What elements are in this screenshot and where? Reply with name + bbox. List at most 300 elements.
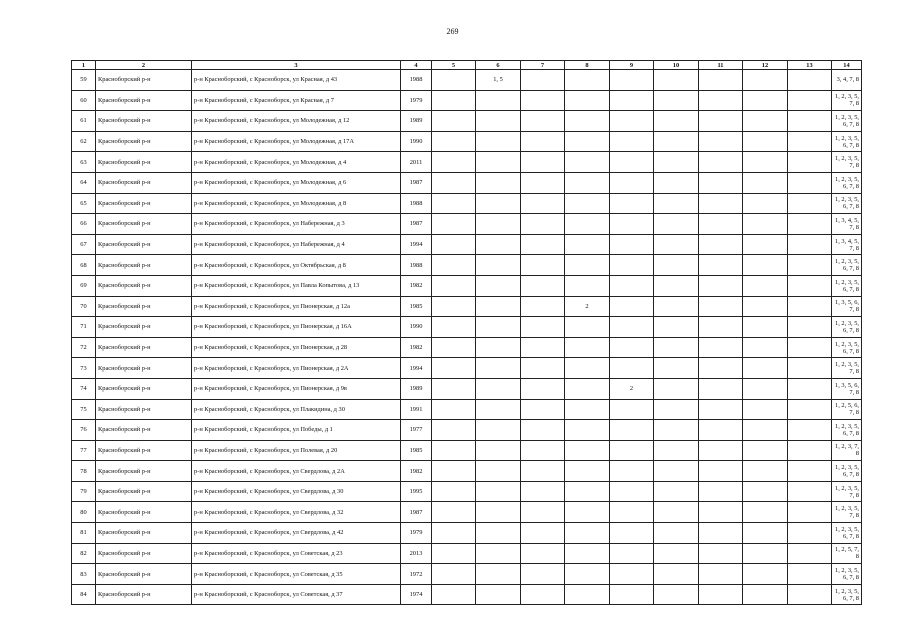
- cell-address: р-н Красноборский, с Красноборск, ул Советская, д 35: [192, 564, 401, 585]
- cell-row-number: 69: [72, 275, 96, 296]
- cell-address: р-н Красноборский, с Красноборск, ул Павла Копытова, д 13: [192, 275, 401, 296]
- cell-col-7: [521, 70, 565, 91]
- cell-col-6: [476, 131, 521, 152]
- cell-col-12: [743, 296, 788, 317]
- cell-col-12: [743, 461, 788, 482]
- cell-col-11: [699, 296, 743, 317]
- cell-col-11: [699, 523, 743, 544]
- cell-col-8: [565, 502, 610, 523]
- cell-col-13: [788, 358, 832, 379]
- cell-col-13: [788, 296, 832, 317]
- cell-col-7: [521, 564, 565, 585]
- cell-row-number: 72: [72, 337, 96, 358]
- cell-col-11: [699, 378, 743, 399]
- cell-district: Красноборский р-н: [96, 234, 192, 255]
- cell-col-11: [699, 420, 743, 441]
- cell-col-10: [654, 358, 699, 379]
- table-row: [72, 440, 862, 461]
- cell-col-5: [432, 172, 476, 193]
- cell-row-number: 70: [72, 296, 96, 317]
- cell-col-14: 1, 2, 3, 5, 6, 7, 8: [832, 523, 862, 544]
- table-row: [72, 152, 862, 173]
- cell-col-9: [610, 275, 654, 296]
- cell-col-14: 1, 2, 3, 5, 6, 7, 8: [832, 420, 862, 441]
- cell-col-8: [565, 152, 610, 173]
- cell-col-14: 1, 2, 3, 5, 7, 8: [832, 152, 862, 173]
- cell-col-8: [565, 461, 610, 482]
- cell-col-6: [476, 523, 521, 544]
- cell-year: 1994: [401, 234, 432, 255]
- cell-row-number: 64: [72, 172, 96, 193]
- table-row: [72, 111, 862, 132]
- cell-district: Красноборский р-н: [96, 564, 192, 585]
- cell-col-12: [743, 564, 788, 585]
- cell-col-11: [699, 214, 743, 235]
- cell-district: Красноборский р-н: [96, 440, 192, 461]
- cell-col-13: [788, 90, 832, 111]
- table-row: [72, 296, 862, 317]
- cell-col-13: [788, 543, 832, 564]
- cell-col-13: [788, 111, 832, 132]
- cell-col-13: [788, 523, 832, 544]
- table-row: [72, 90, 862, 111]
- cell-address: р-н Красноборский, с Красноборск, ул Набережная, д 4: [192, 234, 401, 255]
- cell-col-11: [699, 152, 743, 173]
- cell-col-9: [610, 214, 654, 235]
- column-header-1: 1: [72, 61, 96, 70]
- cell-year: 1989: [401, 378, 432, 399]
- cell-col-9: [610, 111, 654, 132]
- cell-col-14: 1, 3, 4, 5, 7, 8: [832, 214, 862, 235]
- cell-row-number: 67: [72, 234, 96, 255]
- cell-col-9: [610, 461, 654, 482]
- cell-col-5: [432, 502, 476, 523]
- cell-col-13: [788, 172, 832, 193]
- cell-col-10: [654, 461, 699, 482]
- cell-year: 1990: [401, 131, 432, 152]
- cell-col-6: [476, 255, 521, 276]
- cell-address: р-н Красноборский, с Красноборск, ул Пионерская, д 16А: [192, 317, 401, 338]
- cell-col-7: [521, 296, 565, 317]
- cell-col-10: [654, 399, 699, 420]
- cell-col-11: [699, 399, 743, 420]
- cell-year: 1985: [401, 296, 432, 317]
- cell-col-9: [610, 90, 654, 111]
- cell-col-5: [432, 193, 476, 214]
- cell-col-9: [610, 152, 654, 173]
- cell-col-7: [521, 337, 565, 358]
- cell-col-12: [743, 214, 788, 235]
- cell-col-8: [565, 440, 610, 461]
- cell-col-13: [788, 481, 832, 502]
- cell-col-7: [521, 481, 565, 502]
- cell-col-10: [654, 584, 699, 605]
- cell-year: 1972: [401, 564, 432, 585]
- cell-col-6: [476, 399, 521, 420]
- cell-col-12: [743, 70, 788, 91]
- cell-col-11: [699, 358, 743, 379]
- cell-col-8: [565, 564, 610, 585]
- cell-row-number: 83: [72, 564, 96, 585]
- cell-col-13: [788, 420, 832, 441]
- cell-col-7: [521, 152, 565, 173]
- cell-col-9: [610, 584, 654, 605]
- header-row: [72, 61, 862, 70]
- cell-col-14: 1, 2, 5, 7, 8: [832, 543, 862, 564]
- cell-col-13: [788, 502, 832, 523]
- table-row: [72, 564, 862, 585]
- cell-year: 1988: [401, 70, 432, 91]
- cell-year: 1982: [401, 275, 432, 296]
- cell-col-13: [788, 440, 832, 461]
- cell-col-13: [788, 317, 832, 338]
- cell-address: р-н Красноборский, с Красноборск, ул Победы, д 1: [192, 420, 401, 441]
- cell-col-13: [788, 275, 832, 296]
- cell-district: Красноборский р-н: [96, 461, 192, 482]
- column-header-14: 14: [832, 61, 862, 70]
- cell-col-12: [743, 275, 788, 296]
- cell-col-14: 1, 2, 3, 5, 6, 7, 8: [832, 255, 862, 276]
- cell-col-12: [743, 152, 788, 173]
- table-header: [72, 61, 862, 70]
- table-row: [72, 255, 862, 276]
- cell-col-6: [476, 358, 521, 379]
- cell-row-number: 68: [72, 255, 96, 276]
- cell-address: р-н Красноборский, с Красноборск, ул Полевая, д 20: [192, 440, 401, 461]
- cell-row-number: 79: [72, 481, 96, 502]
- table-row: [72, 131, 862, 152]
- cell-col-9: [610, 337, 654, 358]
- cell-address: р-н Красноборский, с Красноборск, ул Красная, д 7: [192, 90, 401, 111]
- cell-col-5: [432, 543, 476, 564]
- cell-col-11: [699, 234, 743, 255]
- cell-col-11: [699, 440, 743, 461]
- cell-district: Красноборский р-н: [96, 317, 192, 338]
- cell-col-10: [654, 275, 699, 296]
- cell-col-14: 1, 2, 3, 5, 6, 7, 8: [832, 584, 862, 605]
- cell-col-7: [521, 523, 565, 544]
- cell-col-8: [565, 481, 610, 502]
- cell-col-12: [743, 523, 788, 544]
- cell-address: р-н Красноборский, с Красноборск, ул Свердлова, д 32: [192, 502, 401, 523]
- cell-col-13: [788, 461, 832, 482]
- cell-year: 1994: [401, 358, 432, 379]
- cell-col-6: [476, 420, 521, 441]
- cell-col-7: [521, 420, 565, 441]
- cell-year: 1982: [401, 461, 432, 482]
- cell-col-12: [743, 193, 788, 214]
- cell-row-number: 76: [72, 420, 96, 441]
- cell-col-5: [432, 523, 476, 544]
- cell-col-11: [699, 317, 743, 338]
- column-header-11: 11: [699, 61, 743, 70]
- cell-col-8: 2: [565, 296, 610, 317]
- cell-col-9: [610, 523, 654, 544]
- cell-col-14: 1, 2, 3, 5, 7, 8: [832, 90, 862, 111]
- cell-col-9: [610, 420, 654, 441]
- cell-row-number: 59: [72, 70, 96, 91]
- cell-district: Красноборский р-н: [96, 111, 192, 132]
- cell-col-5: [432, 275, 476, 296]
- cell-col-11: [699, 172, 743, 193]
- cell-col-8: [565, 584, 610, 605]
- cell-district: Красноборский р-н: [96, 399, 192, 420]
- cell-col-9: 2: [610, 378, 654, 399]
- cell-address: р-н Красноборский, с Красноборск, ул Молодежная, д 8: [192, 193, 401, 214]
- cell-col-7: [521, 461, 565, 482]
- cell-col-6: [476, 481, 521, 502]
- cell-col-5: [432, 440, 476, 461]
- cell-col-10: [654, 296, 699, 317]
- cell-col-6: [476, 543, 521, 564]
- cell-col-7: [521, 584, 565, 605]
- cell-col-6: [476, 461, 521, 482]
- cell-row-number: 62: [72, 131, 96, 152]
- cell-col-10: [654, 193, 699, 214]
- cell-year: 1995: [401, 481, 432, 502]
- cell-year: 1974: [401, 584, 432, 605]
- cell-col-6: [476, 378, 521, 399]
- cell-year: 2011: [401, 152, 432, 173]
- cell-col-9: [610, 172, 654, 193]
- cell-address: р-н Красноборский, с Красноборск, ул Советская, д 23: [192, 543, 401, 564]
- table-row: [72, 481, 862, 502]
- cell-year: 1982: [401, 337, 432, 358]
- table-row: [72, 461, 862, 482]
- cell-year: 1987: [401, 172, 432, 193]
- cell-col-14: 1, 2, 3, 5, 7, 8: [832, 358, 862, 379]
- cell-district: Красноборский р-н: [96, 481, 192, 502]
- cell-col-5: [432, 255, 476, 276]
- cell-col-10: [654, 111, 699, 132]
- cell-district: Красноборский р-н: [96, 523, 192, 544]
- cell-col-11: [699, 275, 743, 296]
- column-header-12: 12: [743, 61, 788, 70]
- cell-col-6: [476, 193, 521, 214]
- table-row: [72, 584, 862, 605]
- cell-col-7: [521, 502, 565, 523]
- column-header-5: 5: [432, 61, 476, 70]
- cell-col-11: [699, 111, 743, 132]
- cell-col-11: [699, 543, 743, 564]
- table-row: [72, 275, 862, 296]
- cell-col-11: [699, 193, 743, 214]
- page-number: 269: [446, 27, 459, 36]
- cell-row-number: 75: [72, 399, 96, 420]
- cell-col-6: [476, 214, 521, 235]
- cell-col-14: 1, 3, 5, 6, 7, 8: [832, 378, 862, 399]
- cell-row-number: 63: [72, 152, 96, 173]
- cell-col-14: 1, 2, 5, 6, 7, 8: [832, 399, 862, 420]
- cell-col-5: [432, 481, 476, 502]
- cell-col-12: [743, 584, 788, 605]
- cell-col-6: [476, 564, 521, 585]
- table-row: [72, 193, 862, 214]
- cell-col-10: [654, 70, 699, 91]
- cell-district: Красноборский р-н: [96, 152, 192, 173]
- column-header-2: 2: [96, 61, 192, 70]
- cell-col-14: 1, 3, 4, 5, 7, 8: [832, 234, 862, 255]
- cell-district: Красноборский р-н: [96, 584, 192, 605]
- cell-col-12: [743, 234, 788, 255]
- cell-col-14: 1, 2, 3, 7, 8: [832, 440, 862, 461]
- cell-col-5: [432, 564, 476, 585]
- cell-col-6: 1, 5: [476, 70, 521, 91]
- cell-year: 1987: [401, 214, 432, 235]
- cell-year: 1987: [401, 502, 432, 523]
- cell-address: р-н Красноборский, с Красноборск, ул Плакидина, д 30: [192, 399, 401, 420]
- cell-address: р-н Красноборский, с Красноборск, ул Красная, д 43: [192, 70, 401, 91]
- cell-col-6: [476, 584, 521, 605]
- cell-col-14: 1, 2, 3, 5, 7, 8: [832, 502, 862, 523]
- cell-district: Красноборский р-н: [96, 543, 192, 564]
- cell-col-12: [743, 131, 788, 152]
- cell-col-9: [610, 131, 654, 152]
- table-row: [72, 358, 862, 379]
- cell-col-7: [521, 399, 565, 420]
- cell-row-number: 82: [72, 543, 96, 564]
- cell-col-7: [521, 193, 565, 214]
- cell-year: 1979: [401, 90, 432, 111]
- cell-address: р-н Красноборский, с Красноборск, ул Пионерская, д 12а: [192, 296, 401, 317]
- cell-col-10: [654, 214, 699, 235]
- cell-col-14: 1, 2, 3, 5, 6, 7, 8: [832, 193, 862, 214]
- cell-col-14: 1, 2, 3, 5, 6, 7, 8: [832, 172, 862, 193]
- cell-col-13: [788, 234, 832, 255]
- cell-col-6: [476, 90, 521, 111]
- cell-col-8: [565, 358, 610, 379]
- table-row: [72, 543, 862, 564]
- cell-district: Красноборский р-н: [96, 131, 192, 152]
- cell-col-12: [743, 317, 788, 338]
- cell-col-12: [743, 440, 788, 461]
- cell-col-9: [610, 317, 654, 338]
- cell-col-5: [432, 378, 476, 399]
- cell-year: 1979: [401, 523, 432, 544]
- cell-district: Красноборский р-н: [96, 255, 192, 276]
- cell-col-7: [521, 255, 565, 276]
- cell-address: р-н Красноборский, с Красноборск, ул Свердлова, д 30: [192, 481, 401, 502]
- cell-district: Красноборский р-н: [96, 90, 192, 111]
- cell-col-10: [654, 523, 699, 544]
- cell-col-13: [788, 70, 832, 91]
- cell-col-12: [743, 358, 788, 379]
- cell-address: р-н Красноборский, с Красноборск, ул Пионерская, д 2А: [192, 358, 401, 379]
- cell-address: р-н Красноборский, с Красноборск, ул Молодежная, д 6: [192, 172, 401, 193]
- cell-row-number: 81: [72, 523, 96, 544]
- cell-col-9: [610, 70, 654, 91]
- cell-col-5: [432, 420, 476, 441]
- cell-year: 1977: [401, 420, 432, 441]
- cell-col-8: [565, 172, 610, 193]
- cell-col-13: [788, 255, 832, 276]
- cell-district: Красноборский р-н: [96, 378, 192, 399]
- cell-col-6: [476, 502, 521, 523]
- cell-col-10: [654, 420, 699, 441]
- cell-col-14: 1, 2, 3, 5, 7, 8: [832, 481, 862, 502]
- cell-col-8: [565, 399, 610, 420]
- table-row: [72, 317, 862, 338]
- column-header-4: 4: [401, 61, 432, 70]
- cell-col-9: [610, 543, 654, 564]
- cell-col-13: [788, 193, 832, 214]
- column-header-8: 8: [565, 61, 610, 70]
- cell-col-9: [610, 358, 654, 379]
- cell-col-12: [743, 502, 788, 523]
- cell-col-12: [743, 337, 788, 358]
- cell-col-10: [654, 131, 699, 152]
- cell-col-9: [610, 296, 654, 317]
- cell-address: р-н Красноборский, с Красноборск, ул Советская, д 37: [192, 584, 401, 605]
- cell-col-8: [565, 378, 610, 399]
- cell-row-number: 77: [72, 440, 96, 461]
- cell-col-13: [788, 584, 832, 605]
- cell-district: Красноборский р-н: [96, 502, 192, 523]
- cell-col-7: [521, 90, 565, 111]
- cell-district: Красноборский р-н: [96, 358, 192, 379]
- cell-address: р-н Красноборский, с Красноборск, ул Пионерская, д 9в: [192, 378, 401, 399]
- cell-col-10: [654, 172, 699, 193]
- cell-col-14: 1, 2, 3, 5, 6, 7, 8: [832, 111, 862, 132]
- column-header-3: 3: [192, 61, 401, 70]
- cell-col-10: [654, 440, 699, 461]
- cell-col-10: [654, 255, 699, 276]
- cell-col-8: [565, 275, 610, 296]
- cell-col-5: [432, 358, 476, 379]
- cell-col-8: [565, 420, 610, 441]
- cell-year: 1988: [401, 193, 432, 214]
- cell-year: 1990: [401, 317, 432, 338]
- cell-address: р-н Красноборский, с Красноборск, ул Молодежная, д 4: [192, 152, 401, 173]
- cell-col-8: [565, 523, 610, 544]
- cell-address: р-н Красноборский, с Красноборск, ул Свердлова, д 42: [192, 523, 401, 544]
- cell-district: Красноборский р-н: [96, 214, 192, 235]
- cell-col-6: [476, 234, 521, 255]
- cell-col-10: [654, 234, 699, 255]
- cell-col-13: [788, 337, 832, 358]
- cell-col-14: 1, 2, 3, 5, 6, 7, 8: [832, 317, 862, 338]
- cell-col-5: [432, 214, 476, 235]
- cell-col-5: [432, 461, 476, 482]
- cell-col-10: [654, 502, 699, 523]
- cell-col-7: [521, 172, 565, 193]
- cell-col-5: [432, 317, 476, 338]
- cell-col-14: 1, 2, 3, 5, 6, 7, 8: [832, 337, 862, 358]
- cell-col-5: [432, 152, 476, 173]
- cell-col-9: [610, 193, 654, 214]
- cell-col-8: [565, 131, 610, 152]
- data-table: [71, 60, 862, 605]
- cell-col-10: [654, 337, 699, 358]
- cell-col-5: [432, 70, 476, 91]
- cell-col-8: [565, 317, 610, 338]
- cell-col-8: [565, 214, 610, 235]
- cell-col-14: 1, 2, 3, 5, 6, 7, 8: [832, 131, 862, 152]
- column-header-9: 9: [610, 61, 654, 70]
- cell-col-7: [521, 358, 565, 379]
- cell-row-number: 61: [72, 111, 96, 132]
- cell-address: р-н Красноборский, с Красноборск, ул Набережная, д 3: [192, 214, 401, 235]
- cell-col-12: [743, 420, 788, 441]
- cell-col-7: [521, 131, 565, 152]
- cell-district: Красноборский р-н: [96, 275, 192, 296]
- cell-col-13: [788, 378, 832, 399]
- cell-year: 1991: [401, 399, 432, 420]
- cell-col-11: [699, 461, 743, 482]
- cell-col-11: [699, 481, 743, 502]
- cell-col-5: [432, 296, 476, 317]
- cell-col-9: [610, 440, 654, 461]
